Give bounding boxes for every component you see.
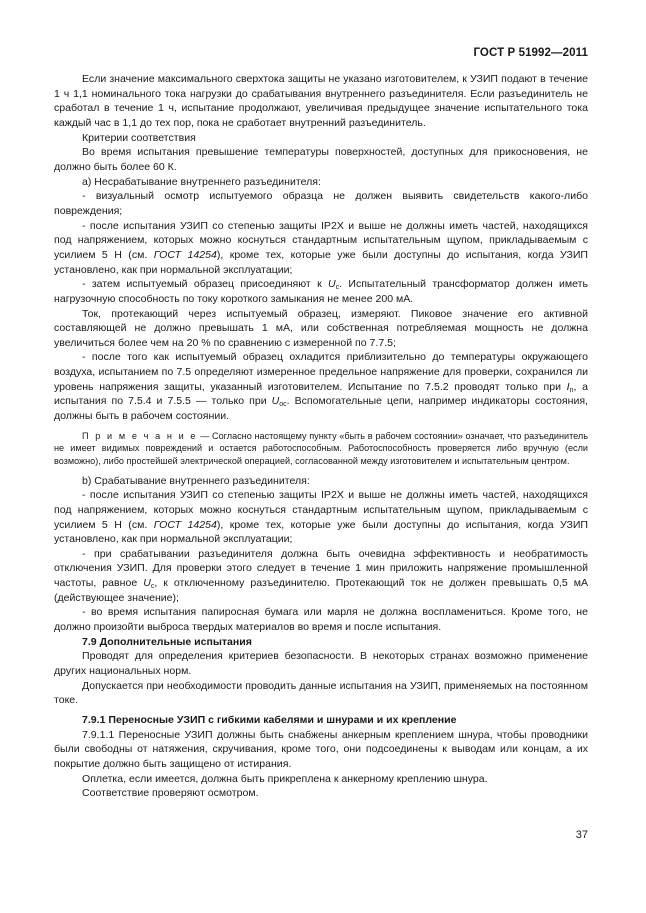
- list-heading: b) Срабатывание внутреннего разъединителя:: [82, 474, 310, 487]
- reference-link: ГОСТ 14254: [153, 248, 217, 261]
- note: П р и м е ч а н и е — Согласно настоящему пункту «быть в рабочем состоянии» означает, что разъединитель не имеет видимых повреждений и остается работоспособным. Работоспособность проверяется либо вручную (если возможно), либо простейшей электрической операцией, согласованной между изготовителем и испытательным центром.: [54, 430, 588, 466]
- reference-link: ГОСТ 14254: [153, 518, 217, 531]
- list-item: - визуальный осмотр испытуемого образца не должен выявить свидетельств какого-либо повреждения;: [54, 190, 588, 217]
- list-item: - во время испытания папиросная бумага или марля не должна воспламениться. Кроме того, не должно произойти выброса твердых материалов во время и после испытания.: [54, 606, 588, 634]
- symbol: U: [271, 395, 280, 408]
- list-item: - после испытания УЗИП со степенью защиты IP2X и выше не должны иметь частей, находящихся под напряжением, которых можно коснуться стандартным испытательным щупом, прикладываемым с усилием 5 Н (см. ГОСТ 14254), кроме тех, которые уже были доступны до испытания, когда УЗИП установлено, как при нормальной эксплуатации;: [54, 219, 589, 276]
- symbol: I: [566, 380, 570, 393]
- paragraph: Соответствие проверяют осмотром.: [82, 787, 259, 800]
- section-heading: 7.9 Дополнительные испытания: [82, 635, 252, 648]
- paragraph: Допускается при необходимости проводить данные испытания на УЗИП, применяемых на постоянном токе.: [54, 679, 588, 707]
- page-body: [54, 72, 588, 801]
- note-label: П р и м е ч а н и е: [82, 430, 198, 441]
- list-heading: а) Несрабатывание внутреннего разъединителя:: [82, 175, 321, 188]
- paragraph: Проводят для определения критериев безопасности. В некоторых странах возможно применение других национальных норм.: [54, 650, 588, 678]
- paragraph: Критерии соответствия: [82, 131, 196, 144]
- list-item: - после испытания УЗИП со степенью защиты IP2X и выше не должны иметь частей, находящихся под напряжением, которых можно коснуться стандартным испытательным щупом, прикладываемым с усилием 5 Н (см. ГОСТ 14254), кроме тех, которые уже были доступны до испытания, когда УЗИП установлено, как при нормальной эксплуатации;: [54, 489, 589, 546]
- paragraph: Ток, протекающий через испытуемый образец, измеряют. Пиковое значение его активной составляющей не должно превышать 1 мА, или собственная потребляемая мощность не должна увеличиться более чем на 20 % по сравнению с измеренной по 7.7.5;: [54, 307, 588, 349]
- symbol: U: [143, 577, 151, 590]
- list-item: - затем испытуемый образец присоединяют к $U_c$. Испытательный трансформатор должен иметь нагрузочную способность по току короткого замыкания не менее 200 мА.: [54, 278, 589, 305]
- subsection-heading: 7.9.1 Переносные УЗИП с гибкими кабелями и шнурами и их крепление: [82, 714, 457, 727]
- paragraph: 7.9.1.1 Переносные УЗИП должны быть снабжены анкерным креплением шнура, чтобы проводники были свободны от натяжения, скручивания, кроме того, они подсоединены к выводам или концам, а их покрытие должно быть защищено от истирания.: [54, 728, 588, 770]
- paragraph: Во время испытания превышение температуры поверхностей, доступных для прикосновения, не должно быть более 60 К.: [54, 146, 588, 173]
- paragraph: Оплетка, если имеется, должна быть прикреплена к анкерному креплению шнура.: [82, 772, 488, 785]
- list-item: - при срабатывании разъединителя должна быть очевидна эффективность и необратимость отключения УЗИП. Для проверки этого следует в течение 1 мин приложить напряжение промышленной частоты, равное $U_c$, к отключенному разъединителю. Протекающий ток не должен превышать 0,5 мА (действующее значение);: [54, 547, 588, 604]
- standard-header: ГОСТ Р 51992—2011: [473, 47, 588, 59]
- symbol: U: [328, 278, 336, 291]
- paragraph: Если значение максимального сверхтока защиты не указано изготовителем, к УЗИП подают в течение 1 ч 1,1 номинального тока нагрузки до срабатывания внутреннего разъединителя. Если разъединитель не сработал в течение 1 ч, испытание продолжают, увеличивая предыдущее значение испытательного тока каждый час в 1,1 до тех пор, пока не сработает внутренний разъединитель.: [54, 73, 588, 129]
- list-item: - после того как испытуемый образец охладится приблизительно до температуры окружающего воздуха, испытанием по 7.5 определяют измеренное предельное напряжение для проверки, сохранился ли уровень напряжения защиты, указанный изготовителем. Испытание по 7.5.2 проводят только при $I_n$, а испытания по 7.5.4 и 7.5.5 — только при $U_{oc}$. Вспомогательные цепи, например индикаторы состояния, должны быть в рабочем состоянии.: [54, 351, 588, 423]
- page-number: 37: [575, 829, 588, 841]
